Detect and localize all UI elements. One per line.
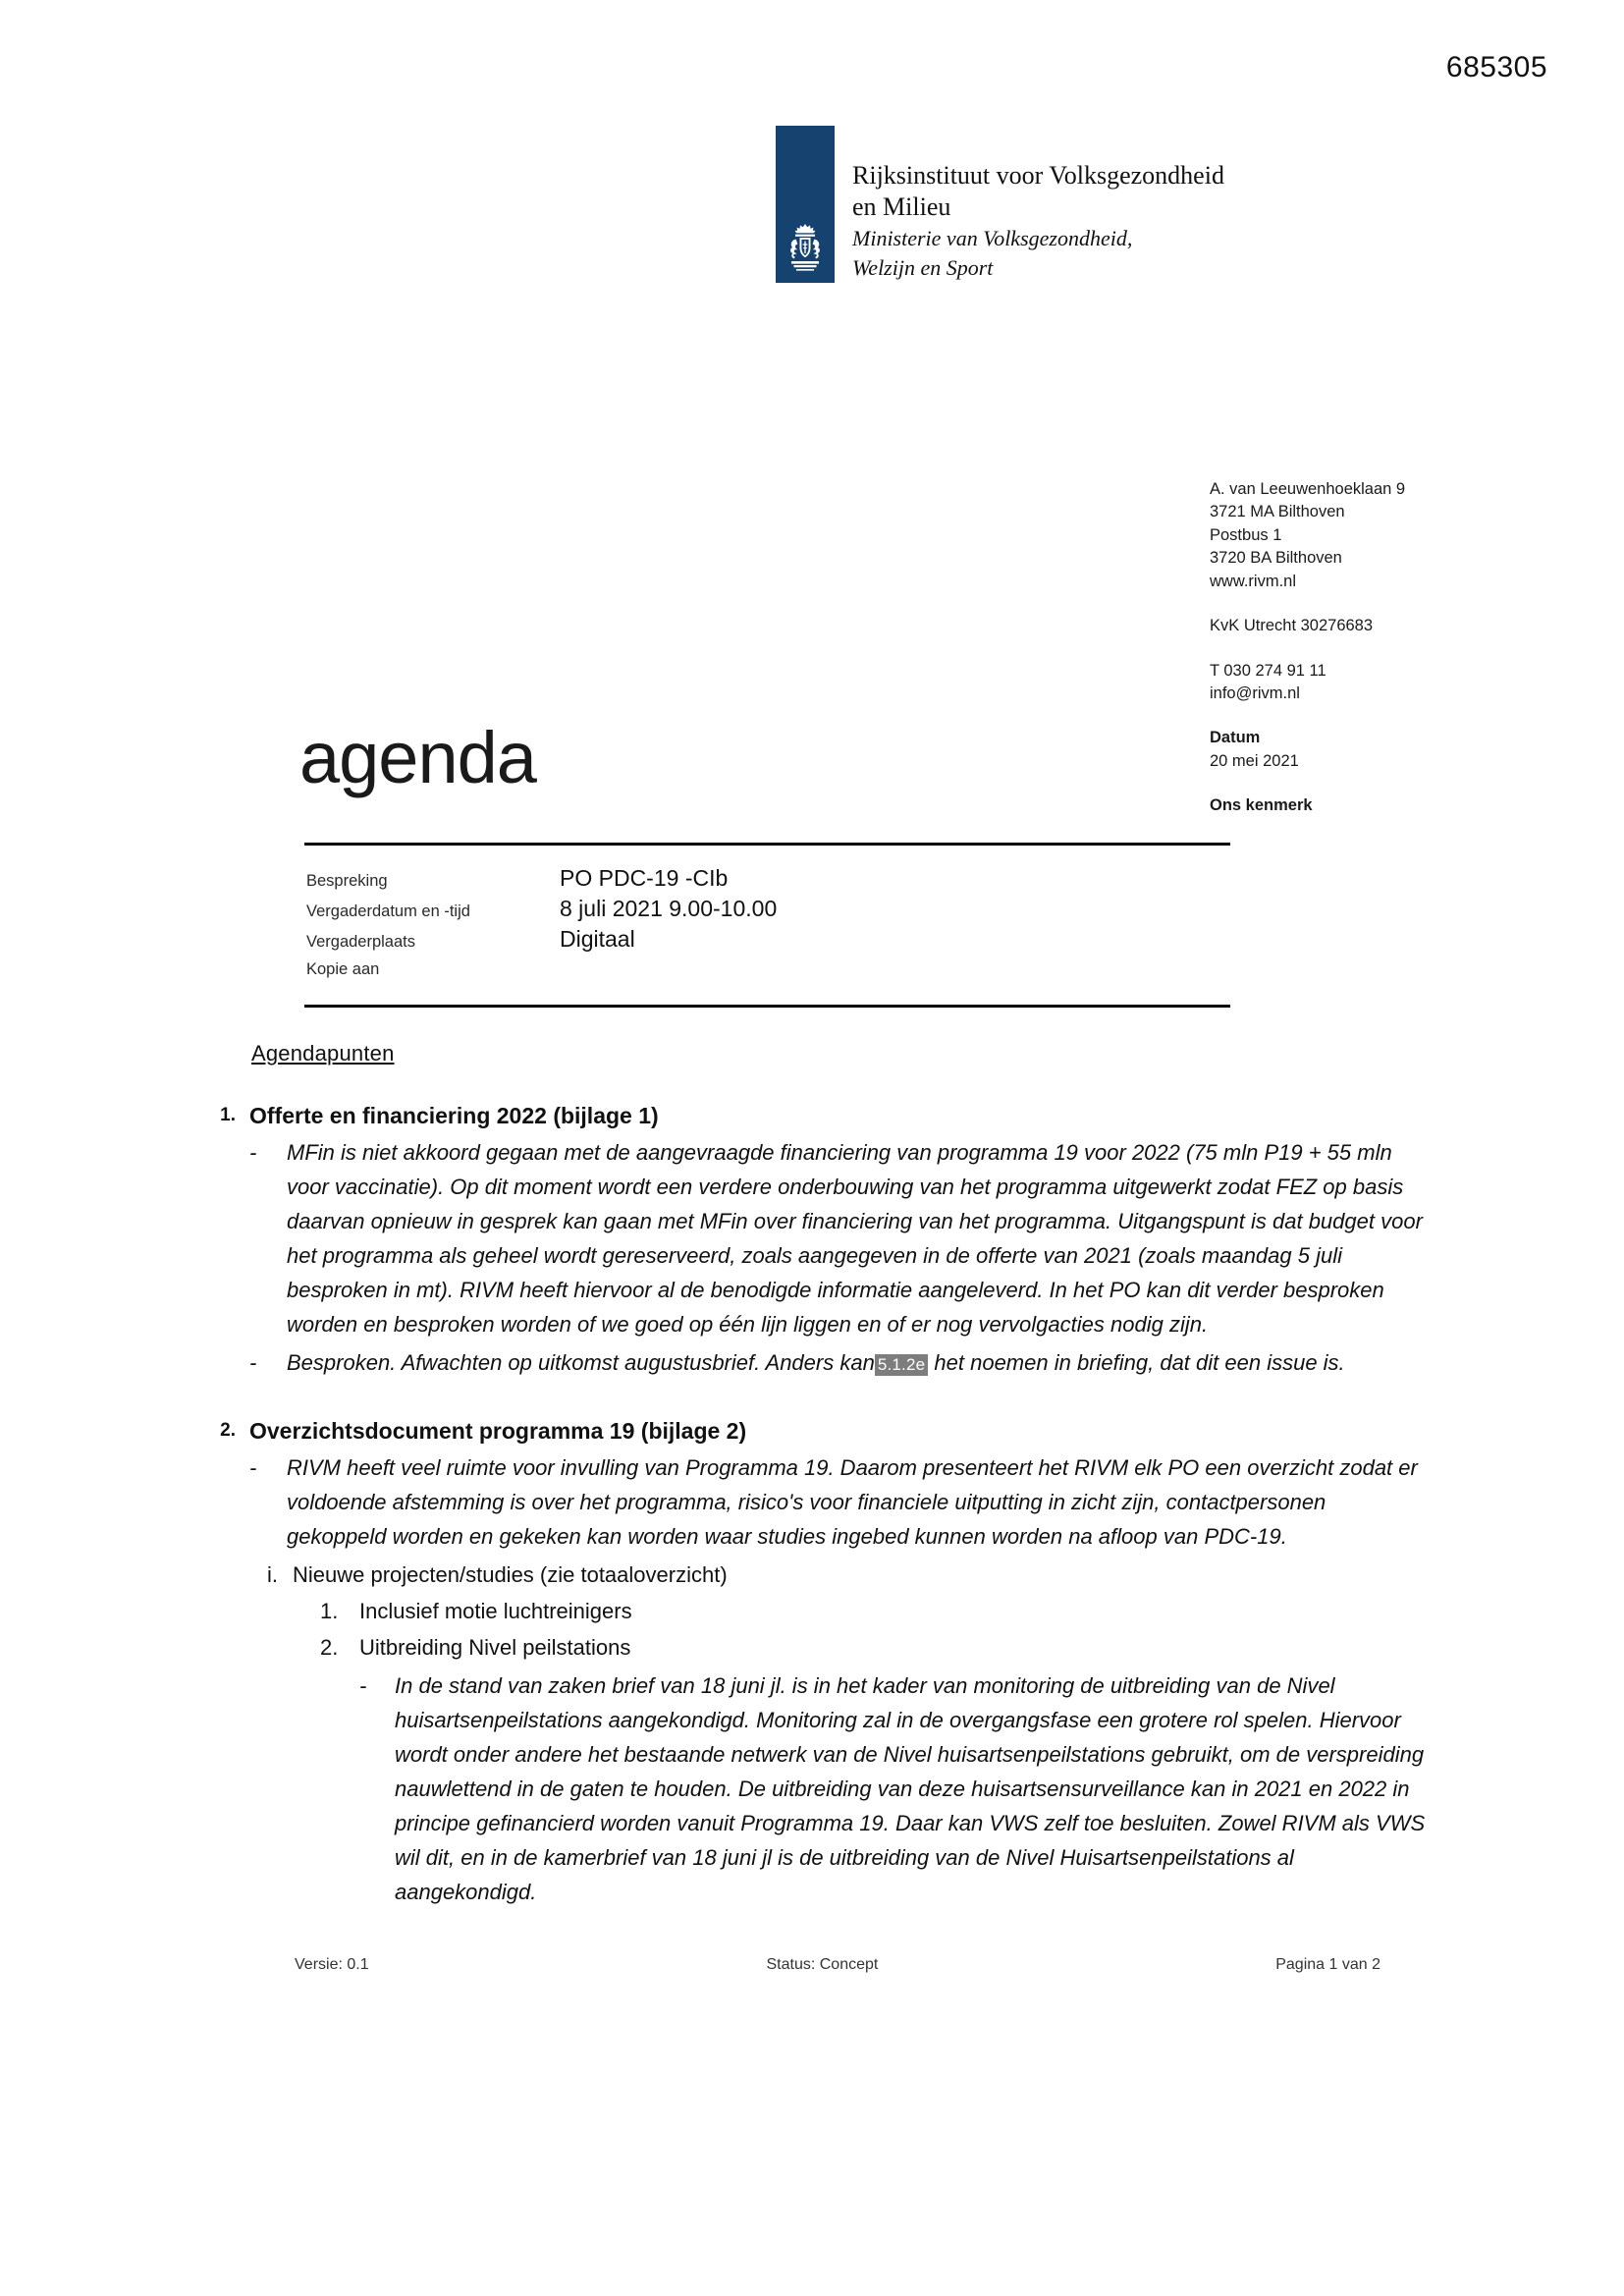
meeting-value-plaats: Digitaal	[560, 926, 635, 952]
datum-value: 20 mei 2021	[1210, 751, 1299, 770]
bullet-2-text-after: het noemen in briefing, dat dit een issue is.	[934, 1350, 1345, 1375]
address-pobox: Postbus 1	[1210, 525, 1282, 544]
agenda-item-2-bullet-1: RIVM heeft veel ruimte voor invulling van Programma 19. Daarom presenteert het RIVM elk PO een overzicht zodat er voldoende afstemming is over het programma, risico's voor financiele uitputting in zicht zijn, contactpersonen gekoppeld worden en gekeken kan worden waar studies ingebed kunnen worden na afloop van PDC-19.	[287, 1455, 1418, 1549]
agenda-item-2-number: 2.	[220, 1420, 236, 1441]
divider-bottom	[304, 1005, 1230, 1008]
agenda-item-2-sub-2: Uitbreiding Nivel peilstations	[359, 1635, 631, 1660]
list-item	[249, 1345, 1430, 1382]
agenda-item-2	[192, 1415, 1430, 1909]
table-row	[306, 925, 1239, 956]
agenda-item-1-title: Offerte en financiering 2022 (bijlage 1)	[249, 1103, 659, 1128]
meeting-details-table	[306, 864, 1239, 983]
rivm-logo	[776, 126, 1224, 283]
list-item	[320, 1630, 1430, 1665]
kvk-group	[1210, 615, 1534, 637]
agenda-item-1-bullet-1: MFin is niet akkoord gegaan met de aangevraagde financiering van programma 19 voor 2022 (75 mln P19 + 55 mln voor vaccinatie). Op dit moment wordt een verdere onderbouwing van het programma uitgewerkt zodat FEZ op basis daarvan opnieuw in gesprek kan gaan met MFin over financiering van het programma. Uitgangspunt is dat budget voor het programma als geheel wordt gereserveerd, zoals aangegeven in de offerte van 2021 (zoals maandag 5 juli besproken in mt). RIVM heeft hiervoor al de benodigde informatie aangeleverd. In het PO kan dit verder besproken worden en besproken worden of we goed op één lijn liggen en of er nog vervolgacties nodig zijn.	[287, 1140, 1423, 1337]
meeting-value-bespreking: PO PDC-19 -CIb	[560, 865, 729, 891]
phone-number: T 030 274 91 11	[1210, 661, 1326, 680]
bullet-dash-icon: -	[249, 1140, 257, 1165]
agenda-item-2-sub-2-paragraph: In de stand van zaken brief van 18 juni jl. is in het kader van monitoring de uitbreiding van de Nivel huisartsenpeilstations aangekondigd. Monitoring zal in de overgangsfase een grotere rol spelen. Hiervoor wordt onder andere het bestaande netwerk van de Nivel huisartsenpeilstations gebruikt, om de verspreiding nauwlettend in de gaten te houden. De uitbreiding van deze huisartsensurveillance kan in 2021 en 2022 in principe gefinancierd worden vanuit Programma 19. Daar kan VWS zelf toe besluiten. Zowel RIVM als VWS wil dit, en in de kamerbrief van 18 juni jl is de uitbreiding van de Nivel Huisartsenpeilstations al aangekondigd.	[395, 1673, 1426, 1904]
list-item	[359, 1668, 1430, 1909]
list-item	[267, 1558, 1430, 1592]
sub-marker-1: 1.	[320, 1599, 339, 1623]
divider-top	[304, 843, 1230, 846]
meeting-label-datum-tijd: Vergaderdatum en -tijd	[306, 902, 470, 920]
footer-status: Status: Concept	[766, 1956, 879, 1973]
datum-group	[1210, 727, 1534, 773]
bullet-dash-icon: -	[249, 1350, 257, 1375]
redaction-badge: 5.1.2e	[875, 1354, 928, 1376]
sub-marker-2: 2.	[320, 1635, 339, 1660]
email-link[interactable]: info@rivm.nl	[1210, 683, 1300, 702]
meeting-label-bespreking: Bespreking	[306, 872, 388, 890]
contact-group	[1210, 660, 1534, 706]
list-item	[249, 1135, 1430, 1341]
netherlands-government-crest-icon	[783, 222, 828, 277]
meeting-label-plaats: Vergaderplaats	[306, 933, 415, 951]
agenda-content	[192, 1041, 1430, 1909]
table-row	[306, 956, 1239, 983]
page-title: agenda	[299, 717, 536, 798]
table-row	[306, 895, 1239, 925]
website-link[interactable]: www.rivm.nl	[1210, 572, 1297, 590]
roman-marker: i.	[267, 1562, 278, 1587]
address-street: A. van Leeuwenhoeklaan 9	[1210, 480, 1406, 498]
agenda-item-1-bullet-2	[287, 1345, 1430, 1382]
kvk-number: KvK Utrecht 30276683	[1210, 617, 1374, 635]
datum-label: Datum	[1210, 729, 1261, 747]
agenda-item-1	[192, 1100, 1430, 1382]
list-item	[249, 1450, 1430, 1554]
logo-line-2: en Milieu	[852, 192, 951, 222]
logo-blue-bar	[776, 126, 835, 283]
logo-line-3: Ministerie van Volksgezondheid,	[852, 226, 1133, 251]
agenda-item-1-number: 1.	[220, 1105, 236, 1125]
agenda-item-2-roman-text: Nieuwe projecten/studies (zie totaaloverzicht)	[293, 1562, 728, 1587]
scan-id: 685305	[1445, 51, 1547, 83]
kenmerk-group	[1210, 794, 1534, 817]
logo-line-1: Rijksinstituut voor Volksgezondheid	[852, 161, 1224, 190]
bullet-dash-icon: -	[359, 1673, 367, 1698]
sender-info-block	[1210, 478, 1534, 818]
bullet-dash-icon: -	[249, 1455, 257, 1480]
section-heading-agendapunten: Agendapunten	[251, 1041, 395, 1066]
table-row	[306, 864, 1239, 895]
meeting-label-kopie-aan: Kopie aan	[306, 960, 380, 978]
bullet-2-text-before: Besproken. Afwachten op uitkomst augustusbrief. Anders kan	[287, 1350, 875, 1375]
footer-version: Versie: 0.1	[295, 1956, 369, 1973]
page-footer	[295, 1956, 1380, 1974]
logo-line-4: Welzijn en Sport	[852, 254, 994, 280]
address-group	[1210, 478, 1534, 593]
agenda-item-2-sub-1: Inclusief motie luchtreinigers	[359, 1599, 632, 1623]
footer-page-number: Pagina 1 van 2	[1275, 1956, 1380, 1973]
address-pobox-city: 3720 BA Bilthoven	[1210, 549, 1342, 568]
agenda-item-2-title: Overzichtsdocument programma 19 (bijlage 2)	[249, 1418, 747, 1444]
list-item	[320, 1594, 1430, 1628]
address-postal-city: 3721 MA Bilthoven	[1210, 503, 1345, 521]
kenmerk-label: Ons kenmerk	[1210, 796, 1313, 815]
meeting-value-datum-tijd: 8 juli 2021 9.00-10.00	[560, 896, 778, 921]
